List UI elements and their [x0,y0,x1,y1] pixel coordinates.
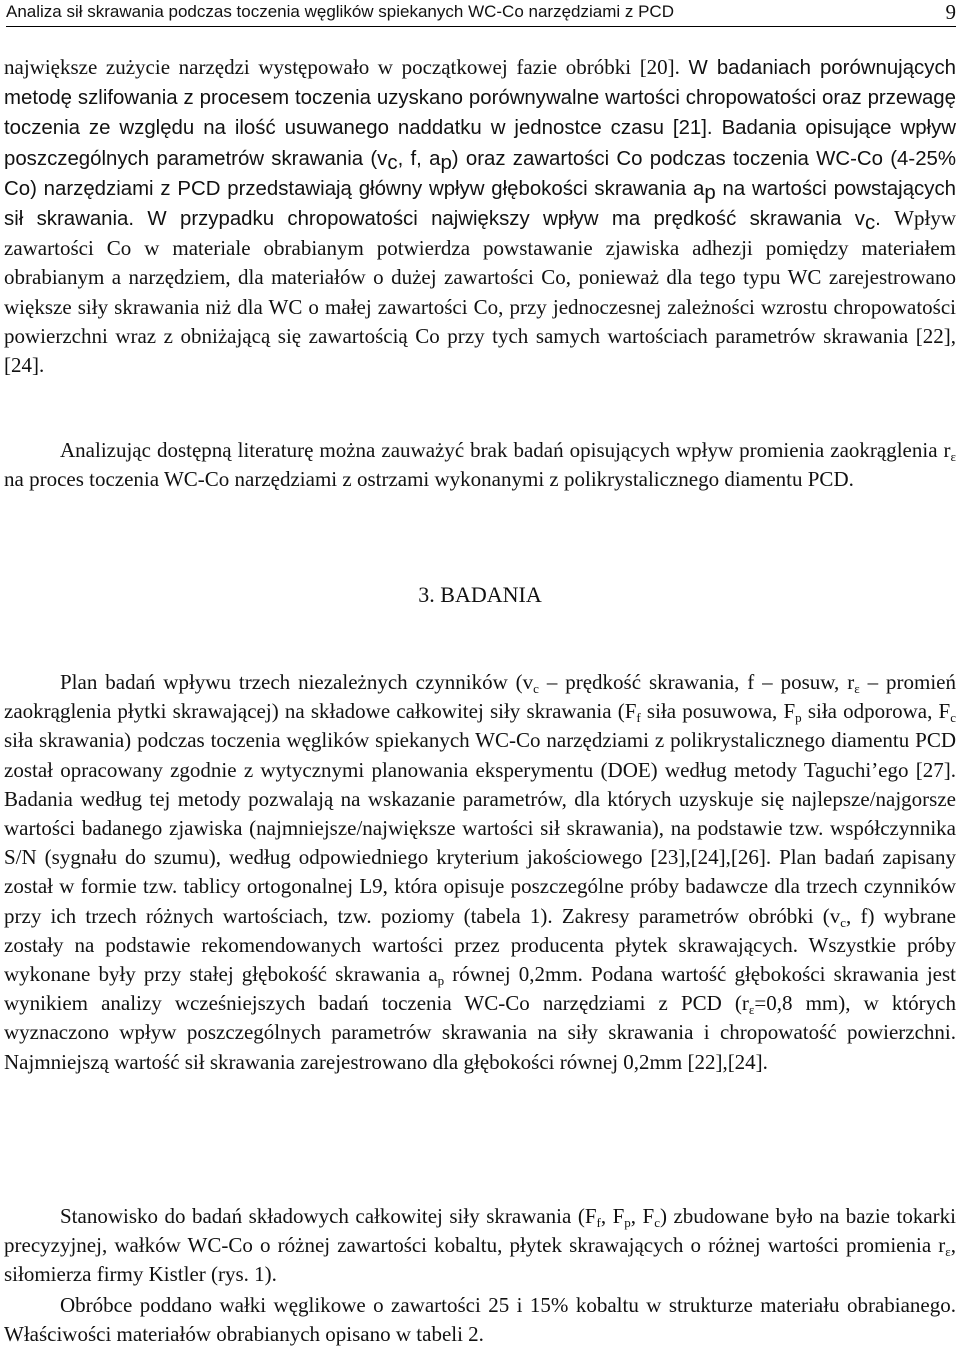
paragraph-2: Analizując dostępną literaturę można zauważyć brak badań opisujących wpływ promienia zaokrąglenia $r_\varepsilon$ na proces toczenia WC-Co narzędziami z ostrzami wykonanymi z polikrystalicznego diamentu PCD. [4,438,956,492]
running-title: Analiza sił skrawania podczas toczenia węglików spiekanych WC-Co narzędziami z PCD [6,2,674,21]
paragraph-3: Plan badań wpływu trzech niezależnych czynników ($v_c$ – prędkość skrawania, f – posuw, $r_\varepsilon$ – promień zaokrąglenia płytki skrawającej) na składowe całkowitej siły skrawania ($F_f$ siła posuwowa, $F_p$ siła odporowa, $F_c$ siła skrawania) podczas toczenia węglików spiekanych WC-Co narzędziami z polikrystalicznego diamentu PCD został opracowany zgodnie z wytycznymi planowania eksperymentu (DOE) według metody Taguchi’ego [27]. Badania według tej metody pozwalają na wskazanie parametrów, dla których uzyskuje się najlepsze/najgorsze wartości badanego zjawiska (najmniejsze/największe wartości sił skrawania), na podstawie tzw. współczynnika S/N (sygnału do szumu), według odpowiedniego kryterium jakościowego [23],[24],[26]. Plan badań zapisany został w formie tzw. tablicy ortogonalnej L9, która opisuje poszczególne próby badawcze dla trzech czynników przy ich trzech różnych wartościach, tzw. poziomy (tabela 1). Zakresy parametrów obróbki ($v_c$, f) wybrane zostały na podstawie rekomendowanych wartości przez producenta płytek skrawających. Wszystkie próby wykonane były przy stałej głębokość skrawania $a_p$ równej 0,2mm. Podana wartość głębokości skrawania jest wynikiem analizy wcześniejszych badań toczenia WC-Co narzędziami z PCD ($r_\varepsilon=0,8$ mm), w których wyznaczono wpływ poszczególnych parametrów skrawania na siły skrawania i chropowatość powierzchni. Najmniejszą wartość sił skrawania zarejestrowano dla głębokości równej 0,2mm [22],[24]. [4,670,956,1074]
section-heading: 3. BADANIA [418,582,542,607]
paragraph-4: Stanowisko do badań składowych całkowitej siły skrawania ($F_f$, $F_p$, $F_c$) zbudowane było na bazie tokarki precyzyjnej, wałków WC-Co o różnej zawartości kobaltu, płytek skrawających o różnej wartości promienia $r_\varepsilon$, siłomierza firmy Kistler (rys. 1). [4,1204,956,1287]
paragraph-5: Obróbce poddano wałki węglikowe o zawartości 25 i 15% kobaltu w strukturze materiału obrabianego. Właściwości materiałów obrabianych opisano w tabeli 2. [4,1293,956,1347]
paragraph-1: największe zużycie narzędzi występowało w początkowej fazie obróbki [20]. W badaniach porównujących metodę szlifowania z procesem toczenia uzyskano porównywalne wartości chropowatości oraz przewagę toczenia ze względu na ilość usuwanego naddatku w jednostce czasu [21]. Badania opisujące wpływ poszczególnych parametrów skrawania ($v_c$, f, $a_p$) oraz zawartości Co podczas toczenia WC-Co (4-25% Co) narzędziami z PCD przedstawiają główny wpływ głębokości skrawania $a_p$ na wartości powstających sił skrawania. W przypadku chropowatości największy wpływ ma prędkość skrawania $v_c$. Wpływ zawartości Co w materiale obrabianym potwierdza powstawanie zjawiska adhezji pomiędzy materiałem obrabianym a narzędziem, dla materiałów o dużej zawartości Co, ponieważ dla tego typu WC zarejestrowano większe siły skrawania niż dla WC o małej zawartości Co, przy jednoczesnej zależności wzrostu chropowatości powierzchni wraz z obniżającą się zawartością Co przy tych samych wartościach parametrów skrawania [22],[24]. [4,55,957,378]
running-header [6,2,956,27]
page-number: 9 [945,0,956,24]
